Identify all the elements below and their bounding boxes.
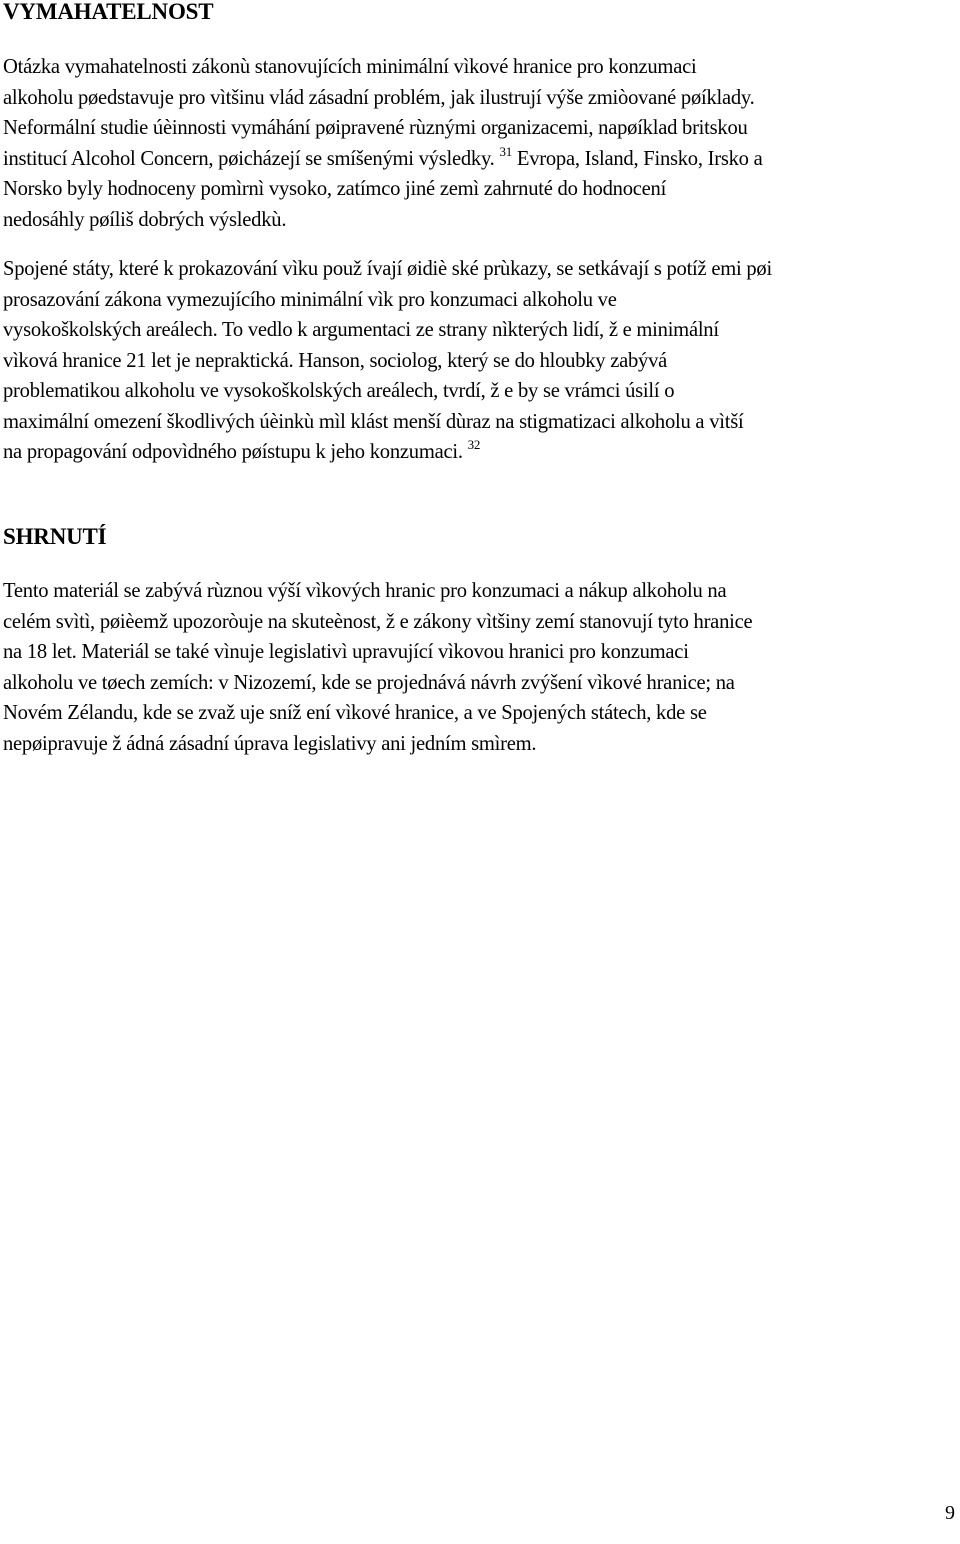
- text-line: Tento materiál se zabývá rùznou výší vìkových hranic pro konzumaci a nákup alkoholu na: [3, 580, 727, 602]
- text-line: alkoholu pøedstavuje pro vìtšinu vlád zásadní problém, jak ilustrují výše zmiòované pøíklady.: [3, 86, 755, 109]
- paragraph-summary: [3, 576, 957, 759]
- text-line: nedosáhly pøíliš dobrých výsledkù.: [3, 208, 287, 231]
- text-line: maximální omezení škodlivých úèinkù mìl klást menší dùraz na stigmatizaci alkoholu a vìtší: [3, 410, 744, 433]
- text-line-with-footnote: [3, 437, 957, 468]
- text-segment: institucí Alcohol Concern, pøicházejí se smíšenými výsledky.: [3, 147, 495, 170]
- text-line: Otázka vymahatelnosti zákonù stanovujících minimální vìkové hranice pro konzumaci: [3, 56, 697, 78]
- section-heading-vymahatelnost: VYMAHATELNOST: [3, 0, 214, 24]
- text-segment: na propagování odpovìdného pøístupu k jeho konzumaci.: [3, 441, 463, 463]
- text-line: vysokoškolských areálech. To vedlo k argumentaci ze strany nìkterých lidí, ž e minimální: [3, 319, 719, 341]
- footnote-reference-32[interactable]: 32: [467, 437, 481, 452]
- paragraph-enforceability: [3, 52, 957, 235]
- text-line: Neformální studie úèinnosti vymáhání pøipravené rùznými organizacemi, napøíklad britskou: [3, 117, 748, 139]
- text-segment: Evropa, Island, Finsko, Irsko a: [516, 147, 763, 170]
- footnote-reference-31[interactable]: 31: [499, 143, 512, 159]
- text-line: prosazování zákona vymezujícího minimální vìk pro konzumaci alkoholu ve: [3, 288, 617, 311]
- text-line: problematikou alkoholu ve vysokoškolských areálech, tvrdí, ž e by se vrámci úsilí o: [3, 380, 675, 402]
- text-line: vìková hranice 21 let je nepraktická. Hanson, sociolog, který se do hloubky zabývá: [3, 349, 668, 372]
- text-line-with-footnote: [3, 144, 957, 175]
- text-line: Norsko byly hodnoceny pomìrnì vysoko, zatímco jiné zemì zahrnuté do hodnocení: [3, 178, 667, 200]
- text-line: Novém Zélandu, kde se zvaž uje sníž ení vìkové hranice, a ve Spojených státech, kde se: [3, 702, 707, 724]
- text-line: na 18 let. Materiál se také vìnuje legislativì upravující vìkovou hranici pro konzumaci: [3, 641, 689, 663]
- text-line: Spojené státy, které k prokazování vìku použ ívají øidiè ské prùkazy, se setkávají s potíž emi pøi: [3, 258, 772, 280]
- text-line: celém svìtì, pøièemž upozoròuje na skuteènost, ž e zákony vìtšiny zemí stanovují tyto hranice: [3, 610, 753, 633]
- paragraph-united-states: [3, 254, 957, 468]
- section-heading-shrnuti: SHRNUTÍ: [3, 524, 107, 549]
- page-number: 9: [945, 1502, 955, 1524]
- text-line: alkoholu ve tøech zemích: v Nizozemí, kde se projednává návrh zvýšení vìkové hranice; na: [3, 671, 735, 694]
- text-line: nepøipravuje ž ádná zásadní úprava legislativy ani jedním smìrem.: [3, 732, 537, 755]
